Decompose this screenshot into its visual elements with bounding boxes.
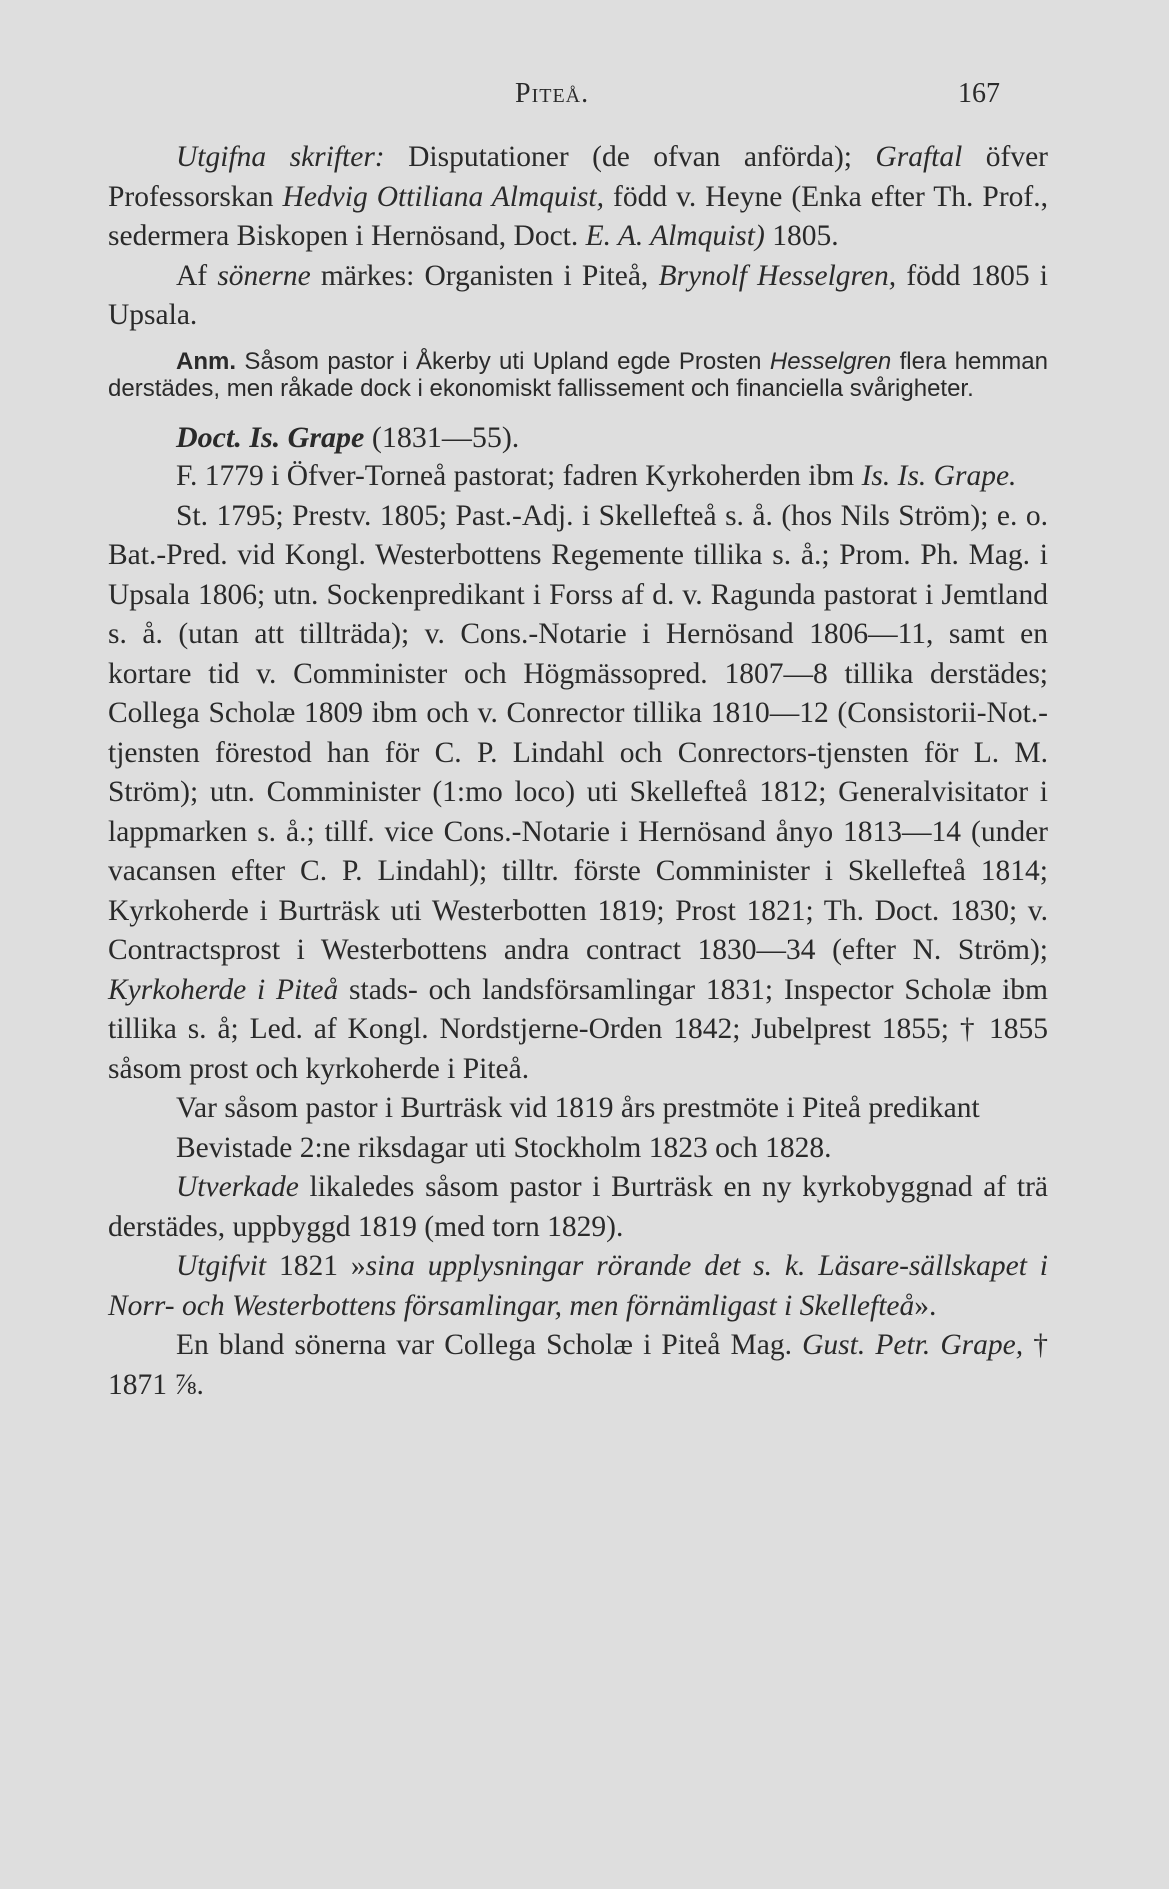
text-run: F. 1779 i Öfver-Torneå pastorat; fadren Kyrkoherden ibm	[176, 460, 862, 492]
text-run: likaledes såsom pastor i Burträsk en ny kyrkobyggnad af trä derstädes, uppbyggd 1819 (med torn 1829).	[108, 1171, 1048, 1243]
paragraph-sons	[108, 257, 1048, 336]
text-run: Disputationer (de ofvan anförda);	[384, 141, 876, 173]
italic-phrase: Hedvig Ottiliana Almquist,	[282, 180, 604, 213]
text-run: En bland sönerna var Collega Scholæ i Piteå Mag.	[176, 1329, 803, 1361]
text-run: 1821 »	[266, 1250, 366, 1282]
page-header	[0, 78, 1169, 118]
italic-phrase: sönerne	[217, 259, 311, 292]
section-years: (1831—55).	[364, 420, 520, 454]
text-run: † 1871 ⅞.	[108, 1329, 1048, 1401]
italic-phrase: sina upplysningar rörande det s. k. Läsare-sällskapet i Norr- och Westerbottens församlingar, men förnämligast i Skellefteå	[108, 1250, 1048, 1322]
text-run: märkes: Organisten i Piteå,	[310, 259, 659, 292]
footnote-anm	[108, 348, 1048, 402]
paragraph-riksdagar	[108, 1129, 1048, 1169]
text-run: (Enka efter Th. Prof., sedermera Biskopen i Hernösand, Doct.	[108, 180, 1048, 252]
text-run: född v. Heyne	[604, 180, 783, 213]
italic-phrase: Kyrkoherde i Piteå	[108, 973, 339, 1006]
body-text	[108, 138, 1048, 1405]
text-run: 1805.	[764, 220, 839, 252]
text-run: Var såsom pastor i Burträsk vid 1819 års prestmöte i Piteå predikant	[176, 1092, 980, 1124]
paragraph-son-grape	[108, 1326, 1048, 1405]
italic-phrase: Is. Is. Grape.	[861, 460, 1017, 492]
text-run: Af	[176, 259, 218, 292]
text-run: flera hemman derstädes, men råkade dock i ekonomiskt fallissement och financiella svårigheter.	[108, 347, 1048, 402]
text-run: Bevistade 2:ne riksdagar uti Stockholm 1823 och 1828.	[176, 1131, 832, 1164]
italic-phrase: Utgifna skrifter:	[176, 141, 385, 173]
italic-phrase: Brynolf Hesselgren,	[658, 259, 897, 292]
section-name: Doct. Is. Grape	[176, 420, 365, 454]
text-run: Såsom pastor i Åkerby uti Upland egde Prosten	[236, 347, 770, 375]
paragraph-career	[108, 497, 1048, 1090]
running-head: Piteå.	[515, 78, 590, 109]
text-run: stads- och landsförsamlingar 1831; Inspector Scholæ ibm tillika s. å; Led. af Kongl. Nordstjerne-Orden 1842; Jubelprest 1855; † 1855 såsom prost och kyrkoherde i Piteå.	[108, 973, 1048, 1085]
italic-phrase: Gust. Petr. Grape,	[802, 1329, 1024, 1361]
italic-phrase: Hesselgren	[769, 347, 892, 375]
italic-phrase: E. A. Almquist)	[585, 220, 765, 252]
italic-phrase: Graftal	[875, 141, 963, 173]
text-run: öfver Professorskan	[108, 141, 1048, 213]
text-run: ».	[914, 1289, 937, 1322]
italic-phrase: Utverkade	[176, 1171, 299, 1203]
paragraph-kyrkobyggnad	[108, 1168, 1048, 1247]
italic-phrase: Utgifvit	[176, 1250, 267, 1282]
note-label: Anm.	[176, 347, 236, 375]
text-run: St. 1795; Prestv. 1805; Past.-Adj. i Skellefteå s. å. (hos Nils Ström); e. o. Bat.-Pred. vid Kongl. Westerbottens Regemente tillika s. å.; Prom. Ph. Mag. i Upsala 1806; utn. Sockenpredikant i Forss af d. v. Ragunda pastorat i Jemtland s. å. (utan att tillträda); v. Cons.-Notarie i Hernösand 1806—11, samt en kortare tid v. Comminister och Högmässopred. 1807—8 tillika derstädes; Collega Scholæ 1809 ibm och v. Conrector tillika 1810—12 (Consistorii-Not.-tjensten förestod han för C. P. Lindahl och Conrectors-tjensten för L. M. Ström); utn. Comminister (1:mo loco) uti Skellefteå 1812; Generalvisitator i lappmarken s. å.; tillf. vice Cons.-Notarie i Hernösand ånyo 1813—14 (under vacansen efter C. P. Lindahl); tilltr. förste Comminister i Skellefteå 1814; Kyrkoherde i Burträsk uti Westerbotten 1819; Prost 1821; Th. Doct. 1830; v. Contractsprost i Westerbottens andra contract 1830—34 (efter N. Ström);	[108, 499, 1048, 966]
text-run: född 1805 i Upsala.	[108, 259, 1048, 331]
paragraph-writings	[108, 138, 1048, 257]
paragraph-birth	[108, 457, 1048, 497]
paragraph-utgifvit	[108, 1247, 1048, 1326]
paragraph-predikant	[108, 1089, 1048, 1129]
section-heading	[108, 418, 1048, 458]
page-number: 167	[958, 78, 1000, 109]
